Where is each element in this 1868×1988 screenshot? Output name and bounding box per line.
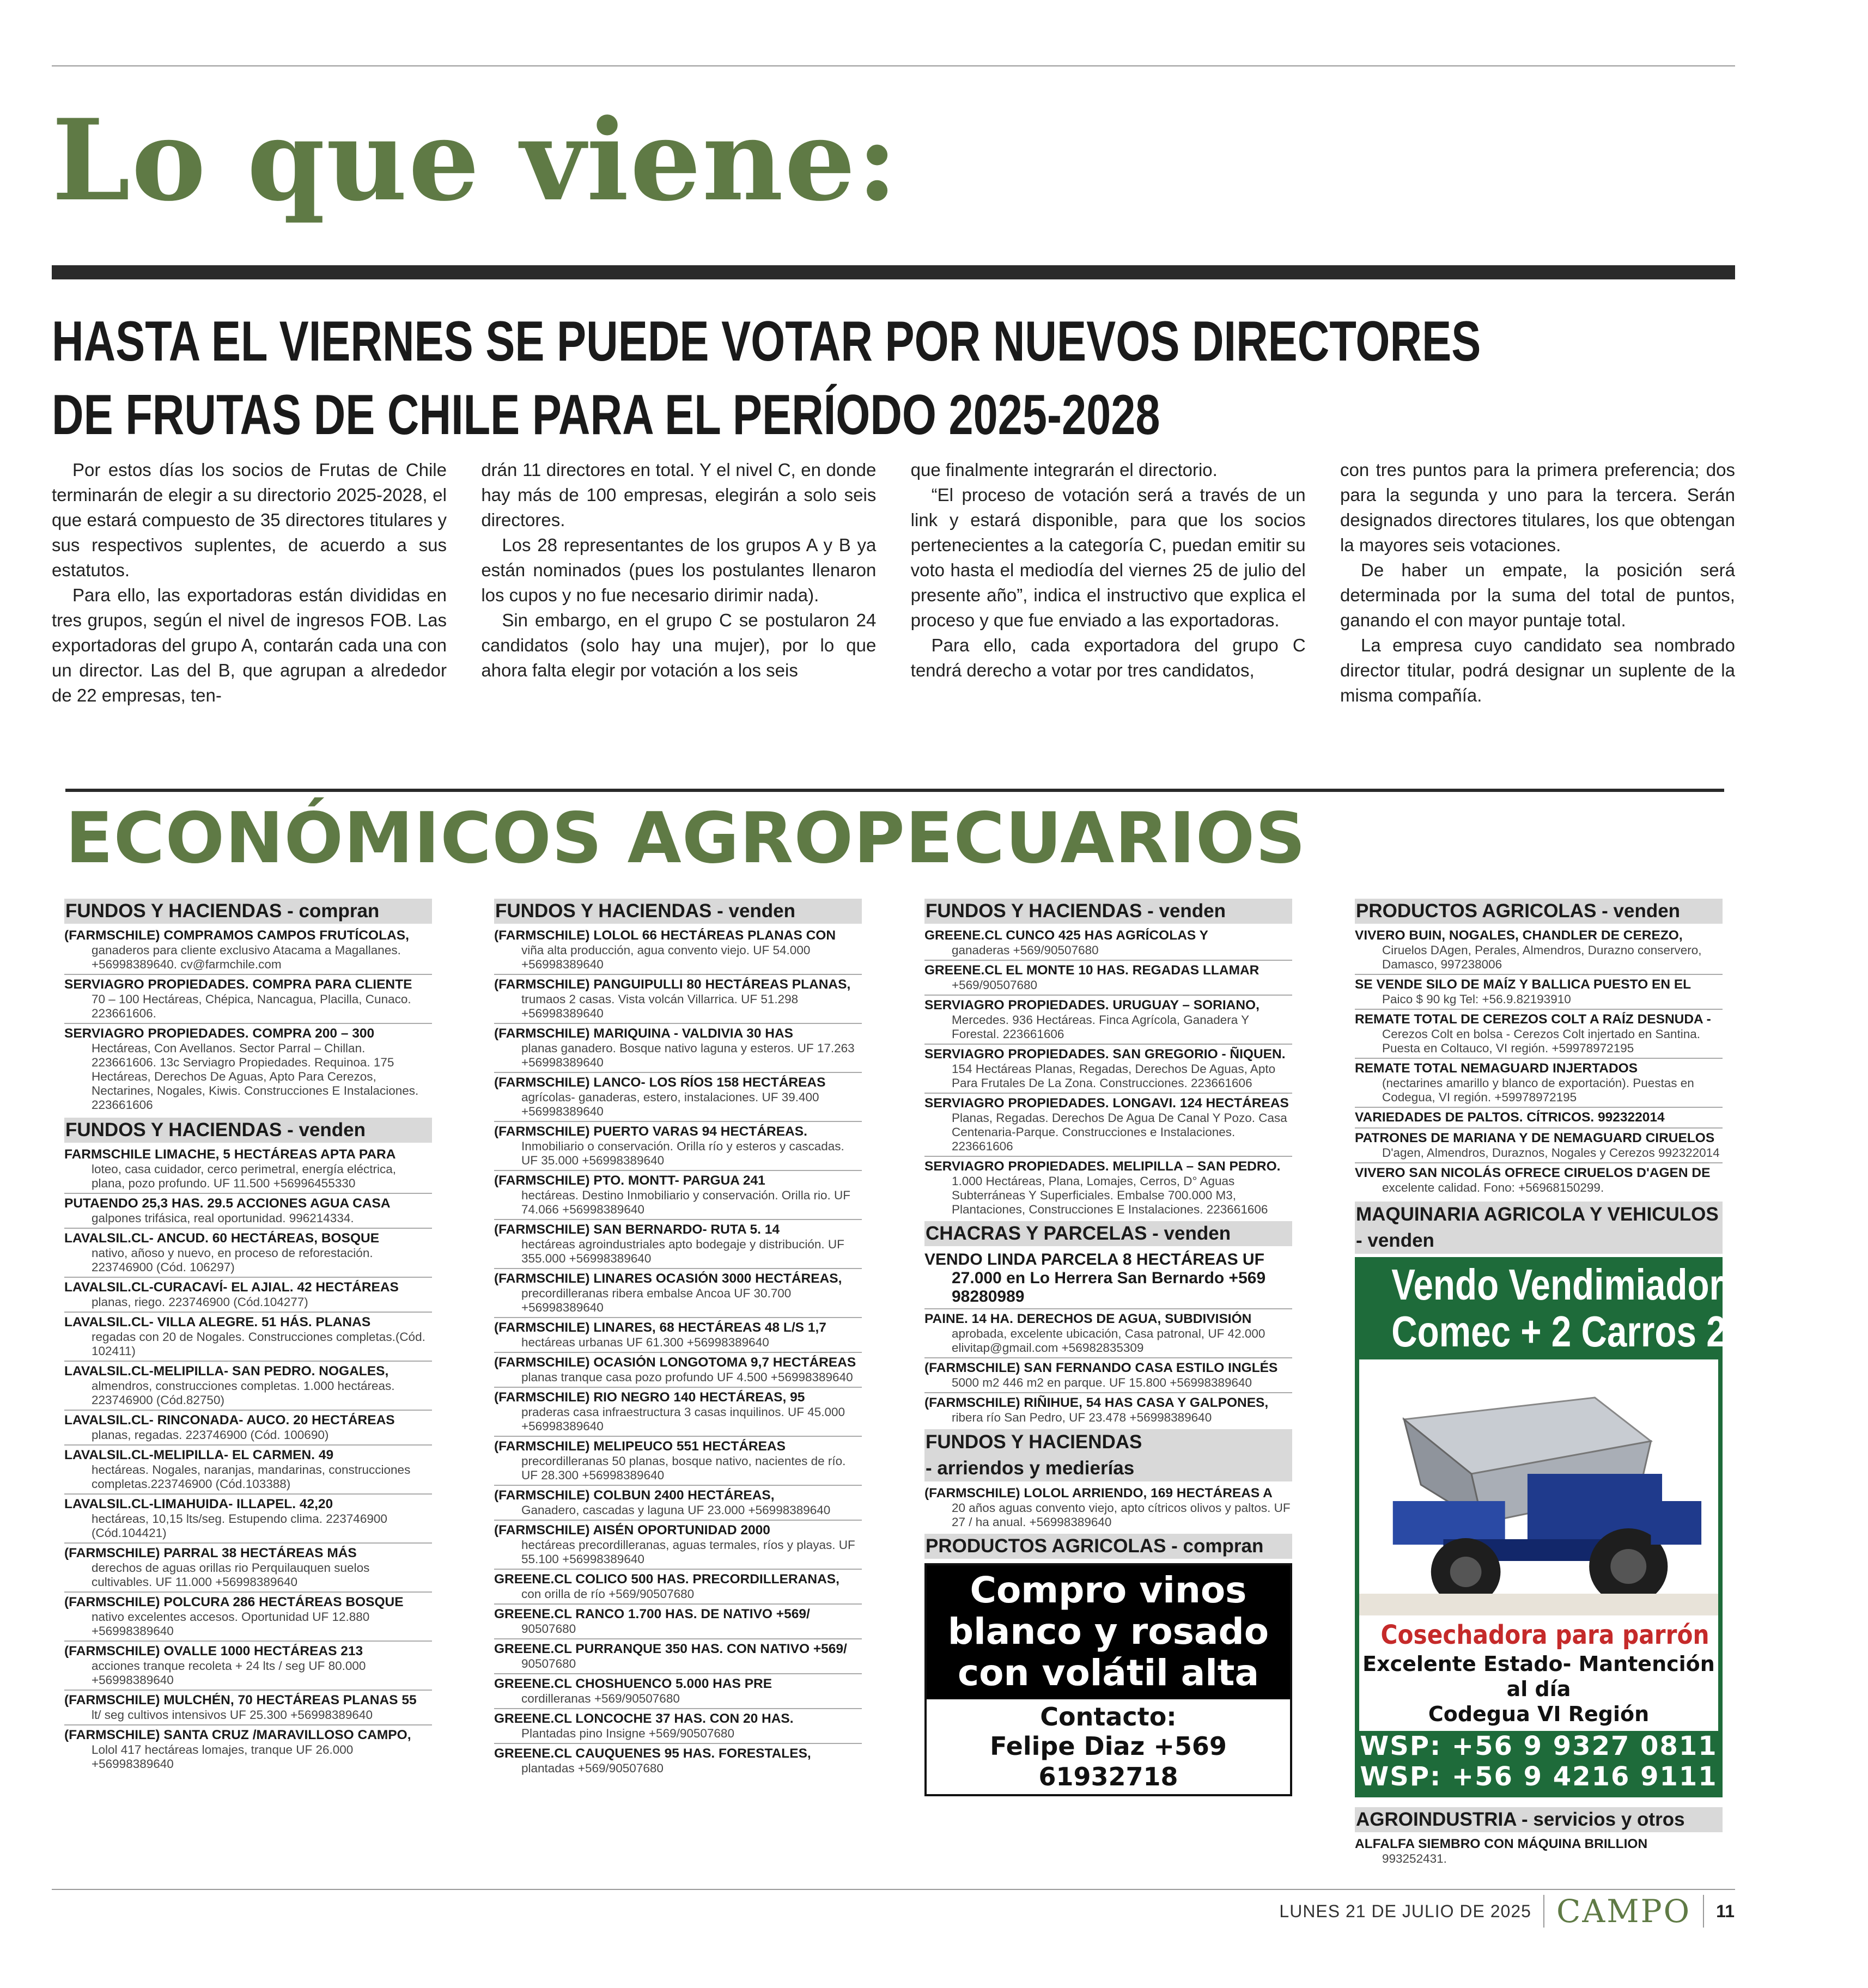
ad-text: 20 años aguas convento viejo, apto cítricos olivos y paltos. UF 27 / ha anual. +56998389640 — [952, 1501, 1291, 1529]
ad-text: 5000 m2 446 m2 en parque. UF 15.800 +56998389640 — [952, 1376, 1252, 1389]
ad-text: Ciruelos DAgen, Perales, Almendros, Durazno conservero, Damasco, 997238006 — [1382, 943, 1702, 971]
ad-text: Inmobiliario o conservación. Orilla río y esteros y cascadas. UF 35.000 +56998389640 — [521, 1139, 844, 1167]
ad-heading: SERVIAGRO PROPIEDADES. URUGUAY – SORIANO, — [924, 998, 1259, 1013]
ad-text: Cerezos Colt en bolsa - Cerezos Colt injertado en Santina. Puesta en Coltauco, VI región. +59978972195 — [1382, 1027, 1701, 1055]
article-paragraph: Los 28 representantes de los grupos A y B ya están nominados (pues los postulantes llenaron los cupos y no fue necesario dirimir nada). — [481, 535, 877, 605]
ad-list — [494, 926, 862, 1778]
ad-text: plantadas +569/90507680 — [521, 1761, 664, 1775]
list-item — [494, 1073, 862, 1122]
ad-text: nativo, añoso y nuevo, en proceso de reforestación. 223746900 (Cód. 106297) — [92, 1246, 373, 1274]
ad-text: planas ganadero. Bosque nativo laguna y esteros. UF 17.263 +56998389640 — [521, 1041, 855, 1069]
list-item — [64, 1278, 432, 1313]
ad-heading: PATRONES DE MARIANA Y DE NEMAGUARD CIRUELOS — [1355, 1131, 1715, 1145]
classifieds-column-3 — [924, 899, 1292, 1796]
ad-text: (nectarines amarillo y blanco de exportación). Puestas en Codegua, VI región. +59978972195 — [1382, 1076, 1694, 1104]
list-item — [64, 1495, 432, 1544]
ad-text: agrícolas- ganaderas, estero, instalaciones. UF 39.400 +56998389640 — [521, 1090, 819, 1118]
classifieds-column-2 — [494, 899, 862, 1778]
ad-heading: SERVIAGRO PROPIEDADES. SAN GREGORIO - ÑIQUEN. — [924, 1047, 1286, 1062]
ad-heading: SERVIAGRO PROPIEDADES. COMPRA PARA CLIENTE — [64, 977, 412, 992]
ad-text: hectáreas. Nogales, naranjas, mandarinas, construcciones completas.223746900 (Cód.103388) — [92, 1463, 411, 1491]
wine-purchase-ad — [924, 1563, 1292, 1796]
ad-heading: PUTAENDO 25,3 HAS. 29.5 ACCIONES AGUA CASA — [64, 1196, 391, 1211]
ad-text: 1.000 Hectáreas, Plana, Lomajes, Cerros, D° Aguas Subterráneas Y Superficiales. Embalse 700.000 M3, Plantaciones, Construcciones E Instalaciones. 223661606 — [952, 1174, 1268, 1216]
list-item — [494, 1122, 862, 1171]
ad-heading: GREENE.CL CUNCO 425 HAS AGRÍCOLAS Y — [924, 928, 1208, 943]
article-paragraph: que finalmente integrarán el directorio. — [910, 460, 1218, 480]
ad-heading: (FARMSCHILE) LOLOL 66 HECTÁREAS PLANAS CON — [494, 928, 836, 943]
ad-text: 154 Hectáreas Planas, Regadas, Derechos De Aguas, Apto Para Frutales De La Zona. Construcciones. 223661606 — [952, 1062, 1276, 1090]
ad-heading: LAVALSIL.CL- VILLA ALEGRE. 51 HÁS. PLANAS — [64, 1315, 371, 1330]
list-item — [924, 1484, 1292, 1532]
ad-heading: GREENE.CL CHOSHUENCO 5.000 HAS PRE — [494, 1676, 772, 1691]
article-paragraph: drán 11 directores en total. Y el nivel C, en donde hay más de 100 empresas, elegirán a solo seis directores. — [481, 460, 877, 530]
harvester-ad-location: Codegua VI Región — [1428, 1702, 1650, 1726]
list-item — [1355, 975, 1723, 1010]
ad-heading: LAVALSIL.CL- RINCONADA- AUCO. 20 HECTÁREAS — [64, 1413, 395, 1428]
wine-ad-banner — [927, 1565, 1290, 1699]
ad-heading: GREENE.CL PURRANQUE 350 HAS. CON NATIVO +569/ — [494, 1642, 847, 1656]
ad-heading: ALFALFA SIEMBRO CON MÁQUINA BRILLION — [1355, 1837, 1648, 1851]
list-item — [64, 1411, 432, 1446]
ad-text: hectáreas. Destino Inmobiliario y conservación. Orilla rio. UF 74.066 +56998389640 — [521, 1188, 850, 1216]
ad-heading: VARIEDADES DE PALTOS. CÍTRICOS. 992322014 — [1355, 1110, 1665, 1125]
ad-text: planas, regadas. 223746900 (Cód. 100690) — [92, 1428, 329, 1442]
list-item — [494, 1269, 862, 1318]
ad-text: hectáreas agroindustriales apto bodegaje y distribución. UF 355.000 +56998389640 — [521, 1237, 844, 1265]
list-item — [494, 1024, 862, 1073]
ad-text: ganaderas +569/90507680 — [952, 943, 1099, 957]
list-item — [494, 1171, 862, 1220]
ad-heading: (FARMSCHILE) AISÉN OPORTUNIDAD 2000 — [494, 1523, 770, 1538]
article-paragraph: De haber un empate, la posición será determinada por la suma del total de puntos, ganando el con mayor puntaje total. — [1340, 560, 1735, 630]
ad-text: 27.000 en Lo Herrera San Bernardo +569 98280989 — [952, 1269, 1266, 1306]
classifieds-title: ECONÓMICOS AGROPECUARIOS — [65, 798, 1306, 879]
list-item — [924, 1157, 1292, 1219]
ad-text: planas, riego. 223746900 (Cód.104277) — [92, 1295, 308, 1309]
list-item — [494, 975, 862, 1024]
list-item — [64, 1145, 432, 1194]
ad-text: galpones trifásica, real oportunidad. 996214334. — [92, 1211, 354, 1225]
ad-text: 90507680 — [521, 1622, 576, 1636]
list-item — [64, 975, 432, 1024]
list-item — [64, 1194, 432, 1229]
ad-text: hectáreas urbanas UF 61.300 +56998389640 — [521, 1336, 769, 1349]
ad-heading: SERVIAGRO PROPIEDADES. MELIPILLA – SAN PEDRO. — [924, 1159, 1281, 1174]
ad-heading: (FARMSCHILE) RIO NEGRO 140 HECTÁREAS, 95 — [494, 1390, 805, 1405]
ad-heading: FARMSCHILE LIMACHE, 5 HECTÁREAS APTA PARA — [64, 1147, 396, 1162]
article-column-1 — [52, 458, 447, 708]
ad-heading: (FARMSCHILE) COLBUN 2400 HECTÁREAS, — [494, 1488, 775, 1503]
list-item — [494, 1437, 862, 1486]
harvester-ad-subtitle: Cosechadora para parrón — [1380, 1620, 1709, 1650]
ad-text: precordilleranas 50 planas, bosque nativo, nacientes de río. UF 28.300 +56998389640 — [521, 1454, 846, 1482]
ad-heading: (FARMSCHILE) PARRAL 38 HECTÁREAS MÁS — [64, 1546, 357, 1560]
list-item — [1355, 1129, 1723, 1163]
ad-text: hectáreas, 10,15 lts/seg. Estupendo clima. 223746900 (Cód.104421) — [92, 1512, 387, 1540]
harvester-ad-condition: Excelente Estado- Mantención al día — [1362, 1652, 1715, 1701]
ad-heading: (FARMSCHILE) PTO. MONTT- PARGUA 241 — [494, 1173, 765, 1188]
article-paragraph: Por estos días los socios de Frutas de Chile terminarán de elegir a su directorio 2025-2028, el que estará compuesto de 35 directores titulares y sus respectivos suplentes, de acuerdo a sus estatutos. — [52, 460, 447, 580]
ad-text: 993252431. — [1382, 1852, 1447, 1865]
wine-ad-contact: Felipe Diaz +569 61932718 — [990, 1731, 1227, 1791]
ad-heading: LAVALSIL.CL-CURACAVÍ- EL AJIAL. 42 HECTÁREAS — [64, 1280, 399, 1295]
ad-heading: SE VENDE SILO DE MAÍZ Y BALLICA PUESTO EN EL — [1355, 977, 1691, 992]
ad-text: Lolol 417 hectáreas lomajes, tranque UF 26.000 +56998389640 — [92, 1743, 354, 1771]
ad-text: viña alta producción, agua convento viejo. UF 54.000 +56998389640 — [521, 943, 811, 971]
list-item — [64, 1544, 432, 1593]
article-paragraph: Sin embargo, en el grupo C se postularon 24 candidatos (solo hay una mujer), por lo que ahora falta elegir por votación a los seis — [481, 610, 877, 680]
article-column-4 — [1340, 458, 1735, 708]
ad-list — [924, 1484, 1292, 1532]
list-item — [924, 961, 1292, 996]
harvester-photo — [1359, 1359, 1718, 1615]
ad-heading: (FARMSCHILE) OCASIÓN LONGOTOMA 9,7 HECTÁREAS — [494, 1355, 856, 1370]
list-item — [494, 1570, 862, 1605]
ad-text: Paico $ 90 kg Tel: +56.9.82193910 — [1382, 992, 1571, 1006]
ad-heading: (FARMSCHILE) LINARES OCASIÓN 3000 HECTÁREAS, — [494, 1271, 842, 1286]
ad-heading: SERVIAGRO PROPIEDADES. LONGAVI. 124 HECTÁREAS — [924, 1096, 1289, 1111]
classifieds-column-4 — [1355, 899, 1786, 1868]
ad-heading: (FARMSCHILE) LINARES, 68 HECTÁREAS 48 L/S 1,7 — [494, 1320, 826, 1335]
ad-text: Ganadero, cascadas y laguna UF 23.000 +56998389640 — [521, 1503, 831, 1517]
headline-line-1: HASTA EL VIERNES SE PUEDE VOTAR POR NUEVOS DIRECTORES — [52, 310, 1481, 373]
list-item — [924, 926, 1292, 961]
article-paragraph: La empresa cuyo candidato sea nombrado director titular, podrá designar un suplente de la misma compañía. — [1340, 635, 1735, 705]
ad-text: precordilleranas ribera embalse Ancoa UF 30.700 +56998389640 — [521, 1286, 792, 1314]
category-header: PRODUCTOS AGRICOLAS - compran — [924, 1534, 1292, 1559]
ad-heading: LAVALSIL.CL-MELIPILLA- EL CARMEN. 49 — [64, 1448, 334, 1462]
ad-list — [64, 926, 432, 1114]
list-item — [494, 1318, 862, 1353]
ad-heading: (FARMSCHILE) OVALLE 1000 HECTÁREAS 213 — [64, 1644, 363, 1658]
ad-text: Planas, Regadas. Derechos De Agua De Canal Y Pozo. Casa Centenaria-Parque. Construcciones e Instalaciones. 223661606 — [952, 1111, 1287, 1153]
ad-text: cordilleranas +569/90507680 — [521, 1692, 680, 1705]
ad-heading: (FARMSCHILE) LOLOL ARRIENDO, 169 HECTÁREAS A — [924, 1486, 1273, 1501]
list-item — [1355, 1059, 1723, 1108]
ad-text: regadas con 20 de Nogales. Construcciones completas.(Cód. 102411) — [92, 1330, 425, 1358]
article-column-2 — [481, 458, 876, 708]
ad-heading: GREENE.CL LONCOCHE 37 HAS. CON 20 HAS. — [494, 1711, 794, 1726]
ad-text: almendros, construcciones completas. 1.000 hectáreas. 223746900 (Cód.82750) — [92, 1379, 395, 1407]
list-item — [494, 1388, 862, 1437]
list-item — [494, 1353, 862, 1388]
ad-list — [924, 1309, 1292, 1427]
ad-text: acciones tranque recoleta + 24 lts / seg UF 80.000 +56998389640 — [92, 1659, 366, 1687]
list-item — [1355, 1163, 1723, 1197]
ad-heading: GREENE.CL RANCO 1.700 HAS. DE NATIVO +569/ — [494, 1607, 810, 1621]
ad-heading: (FARMSCHILE) POLCURA 286 HECTÁREAS BOSQUE — [64, 1595, 404, 1609]
ad-heading: PAINE. 14 HA. DERECHOS DE AGUA, SUBDIVISIÓN — [924, 1312, 1252, 1326]
list-item — [1355, 1834, 1723, 1868]
ad-heading: GREENE.CL CAUQUENES 95 HAS. FORESTALES, — [494, 1746, 811, 1761]
ad-text: loteo, casa cuidador, cerco perimetral, energía eléctrica, plana, pozo profundo. UF 11.500 +56996455330 — [92, 1162, 397, 1190]
list-item — [64, 1446, 432, 1495]
article-paragraph: “El proceso de votación será a través de un link y estará disponible, para que los socios pertenecientes a la categoría C, puedan emitir su voto hasta el mediodía del viernes 25 de julio del presente año”, indica el instructivo que explica el proceso y que fue enviado a las exportadoras. — [910, 485, 1306, 630]
article-paragraph: Para ello, las exportadoras están divididas en tres grupos, según el nivel de ingresos FOB. Las exportadoras del grupo A, contarán cada una con un director. Las del B, que agrupan a alrededor de 22 empresas, ten- — [52, 585, 447, 705]
list-item — [494, 1744, 862, 1778]
ad-text: aprobada, excelente ubicación, Casa patronal, UF 42.000 elivitap@gmail.com +56982835309 — [952, 1327, 1265, 1355]
list-item — [494, 1709, 862, 1744]
category-header: FUNDOS Y HACIENDAS - venden — [924, 899, 1292, 924]
list-item — [924, 1393, 1292, 1427]
ad-heading: (FARMSCHILE) MELIPEUCO 551 HECTÁREAS — [494, 1439, 786, 1454]
list-item — [494, 1486, 862, 1521]
ad-heading: VIVERO SAN NICOLÁS OFRECE CIRUELOS D'AGEN DE — [1355, 1166, 1711, 1180]
bottom-rule — [52, 1889, 1735, 1890]
wine-ad-line: blanco y rosado — [947, 1611, 1269, 1652]
ad-heading: LAVALSIL.CL- ANCUD. 60 HECTÁREAS, BOSQUE — [64, 1231, 380, 1246]
article-column-3 — [911, 458, 1306, 708]
ad-heading: VENDO LINDA PARCELA 8 HECTÁREAS UF — [924, 1251, 1264, 1269]
ad-text: ganaderos para cliente exclusivo Atacama a Magallanes. +56998389640. cv@farmchile.com — [92, 943, 401, 971]
headline-rule — [52, 265, 1735, 279]
list-item — [64, 1024, 432, 1114]
list-item — [494, 926, 862, 975]
classifieds-columns — [0, 899, 1868, 1865]
classifieds-column-1 — [64, 899, 432, 1773]
ad-list — [1355, 926, 1723, 1197]
harvester-ad-phone: WSP: +56 9 9327 0811 — [1360, 1731, 1718, 1761]
ad-text: Plantadas pino Insigne +569/90507680 — [521, 1727, 734, 1740]
list-item — [1355, 1108, 1723, 1129]
ad-heading: (FARMSCHILE) COMPRAMOS CAMPOS FRUTÍCOLAS, — [64, 928, 409, 943]
ad-heading: (FARMSCHILE) PUERTO VARAS 94 HECTÁREAS. — [494, 1124, 807, 1139]
list-item — [494, 1220, 862, 1269]
list-item — [494, 1674, 862, 1709]
ad-heading: (FARMSCHILE) SAN FERNANDO CASA ESTILO INGLÉS — [924, 1361, 1278, 1375]
section-title: Lo que viene: — [52, 95, 899, 226]
article-paragraph: con tres puntos para la primera preferencia; dos para la segunda y uno para la tercera. Serán designados directores titulares, los que obtengan la mayores seis votaciones. — [1340, 460, 1735, 555]
list-item — [64, 926, 432, 975]
list-item — [924, 996, 1292, 1045]
ad-text: lt/ seg cultivos intensivos UF 25.300 +56998389640 — [92, 1708, 373, 1722]
harvester-ad-title: Vendo Vendimiadora — [1391, 1260, 1743, 1309]
category-header: FUNDOS Y HACIENDAS - venden — [64, 1118, 432, 1143]
ad-heading: LAVALSIL.CL-MELIPILLA- SAN PEDRO. NOGALES, — [64, 1364, 389, 1379]
list-item — [1355, 1010, 1723, 1059]
ad-heading: REMATE TOTAL DE CEREZOS COLT A RAÍZ DESNUDA - — [1355, 1012, 1711, 1027]
headline-line-2: DE FRUTAS DE CHILE PARA EL PERÍODO 2025-2028 — [52, 383, 1160, 447]
category-header — [924, 1429, 1292, 1481]
ad-list — [924, 926, 1292, 1219]
ad-heading: LAVALSIL.CL-LIMAHUIDA- ILLAPEL. 42,20 — [64, 1497, 333, 1511]
article-body — [52, 458, 1735, 708]
ad-text: hectáreas precordilleranas, aguas termales, ríos y playas. UF 55.100 +56998389640 — [521, 1538, 855, 1566]
category-header-line: FUNDOS Y HACIENDAS — [926, 1431, 1142, 1453]
harvester-illustration — [1359, 1359, 1718, 1615]
list-item — [494, 1605, 862, 1639]
list-item — [64, 1642, 432, 1691]
article-paragraph: Para ello, cada exportadora del grupo C tendrá derecho a votar por tres candidatos, — [910, 635, 1306, 680]
list-item — [64, 1593, 432, 1642]
ad-text: nativo excelentes accesos. Oportunidad UF 12.880 +56998389640 — [92, 1610, 370, 1638]
footer-divider — [1703, 1895, 1704, 1928]
harvester-sale-ad — [1355, 1257, 1786, 1797]
category-header: CHACRAS Y PARCELAS - venden — [924, 1221, 1292, 1246]
harvester-ad-phone: WSP: +56 9 4216 9111 — [1360, 1761, 1718, 1792]
list-item — [1355, 926, 1723, 975]
ad-text: planas tranque casa pozo profundo UF 4.500 +56998389640 — [521, 1370, 853, 1384]
category-header: AGROINDUSTRIA - servicios y otros — [1355, 1807, 1723, 1832]
ad-text: Mercedes. 936 Hectáreas. Finca Agrícola, Ganadera Y Forestal. 223661606 — [952, 1013, 1249, 1041]
classifieds-rule — [65, 789, 1724, 792]
category-header: FUNDOS Y HACIENDAS - venden — [494, 899, 862, 924]
ad-text: trumaos 2 casas. Vista volcán Villarrica. UF 51.298 +56998389640 — [521, 992, 799, 1020]
ad-text: D'agen, Almendros, Duraznos, Nogales y Cerezos 992322014 — [1382, 1146, 1720, 1160]
ad-heading: (FARMSCHILE) MARIQUINA - VALDIVIA 30 HAS — [494, 1026, 793, 1041]
ad-heading: (FARMSCHILE) RIÑIHUE, 54 HAS CASA Y GALPONES, — [924, 1395, 1269, 1410]
ad-heading: SERVIAGRO PROPIEDADES. COMPRA 200 – 300 — [64, 1026, 375, 1041]
list-item — [924, 1094, 1292, 1157]
ad-heading: (FARMSCHILE) MULCHÉN, 70 HECTÁREAS PLANAS 55 — [64, 1693, 417, 1708]
ad-text: con orilla de río +569/90507680 — [521, 1587, 695, 1601]
ad-text: praderas casa infraestructura 3 casas inquilinos. UF 45.000 +56998389640 — [521, 1405, 845, 1433]
wine-ad-line: Compro vinos — [970, 1569, 1247, 1611]
list-item — [924, 1248, 1292, 1309]
list-item — [64, 1229, 432, 1278]
list-item — [64, 1725, 432, 1773]
top-rule — [52, 65, 1735, 66]
ad-heading: (FARMSCHILE) SAN BERNARDO- RUTA 5. 14 — [494, 1222, 780, 1237]
category-header: PRODUCTOS AGRICOLAS - venden — [1355, 899, 1723, 924]
ad-text: +569/90507680 — [952, 978, 1038, 992]
footer-divider — [1543, 1895, 1544, 1928]
ad-text: 90507680 — [521, 1657, 576, 1670]
list-item — [494, 1639, 862, 1674]
ad-text: excelente calidad. Fono: +56968150299. — [1382, 1181, 1604, 1194]
ad-text: derechos de aguas orillas rio Perquilauquen suelos cultivables. UF 11.000 +56998389640 — [92, 1561, 370, 1589]
page-number: 11 — [1716, 1901, 1735, 1921]
category-header-line: - arriendos y medierías — [926, 1458, 1135, 1479]
ad-list — [1355, 1834, 1723, 1868]
ad-text: Hectáreas, Con Avellanos. Sector Parral – Chillan. 223661606. 13c Serviagro Propiedades. Requinoa. 175 Hectáreas, Derechos De Aguas, Apto Para Cerezos, Nectarines, Nogales, Kiwis. Construcciones E Instalaciones. 223661606 — [92, 1041, 419, 1112]
list-item — [64, 1691, 432, 1725]
ad-list — [64, 1145, 432, 1773]
category-header: MAQUINARIA AGRICOLA Y VEHICULOS - venden — [1355, 1202, 1723, 1254]
ad-heading: (FARMSCHILE) SANTA CRUZ /MARAVILLOSO CAMPO, — [64, 1728, 411, 1742]
wine-ad-line: con volátil alta — [958, 1652, 1259, 1694]
harvester-ad-title: Comec + 2 Carros 2016 — [1391, 1307, 1786, 1356]
ad-text: ribera río San Pedro, UF 23.478 +56998389640 — [952, 1411, 1212, 1424]
section-brand: CAMPO — [1556, 1893, 1691, 1930]
list-item — [924, 1309, 1292, 1358]
list-item — [924, 1358, 1292, 1393]
category-header: FUNDOS Y HACIENDAS - compran — [64, 899, 432, 924]
list-item — [64, 1362, 432, 1411]
page-footer — [1279, 1893, 1735, 1930]
ad-heading: VIVERO BUIN, NOGALES, CHANDLER DE CEREZO, — [1355, 928, 1683, 943]
ad-heading: REMATE TOTAL NEMAGUARD INJERTADOS — [1355, 1061, 1638, 1076]
article-headline — [52, 305, 1481, 452]
publication-date: LUNES 21 DE JULIO DE 2025 — [1279, 1901, 1531, 1921]
list-item — [924, 1045, 1292, 1094]
harvester-ad-details — [1359, 1615, 1718, 1731]
wine-ad-contact-label: Contacto: — [1040, 1702, 1177, 1731]
ad-heading: GREENE.CL EL MONTE 10 HAS. REGADAS LLAMAR — [924, 963, 1259, 978]
ad-heading: (FARMSCHILE) LANCO- LOS RÍOS 158 HECTÁREAS — [494, 1075, 826, 1090]
list-item — [64, 1313, 432, 1362]
ad-heading: (FARMSCHILE) PANGUIPULLI 80 HECTÁREAS PLANAS, — [494, 977, 851, 992]
ad-text: 70 – 100 Hectáreas, Chépica, Nancagua, Placilla, Cunaco. 223661606. — [92, 992, 411, 1020]
list-item — [494, 1521, 862, 1570]
ad-heading: GREENE.CL COLICO 500 HAS. PRECORDILLERANAS, — [494, 1572, 839, 1587]
